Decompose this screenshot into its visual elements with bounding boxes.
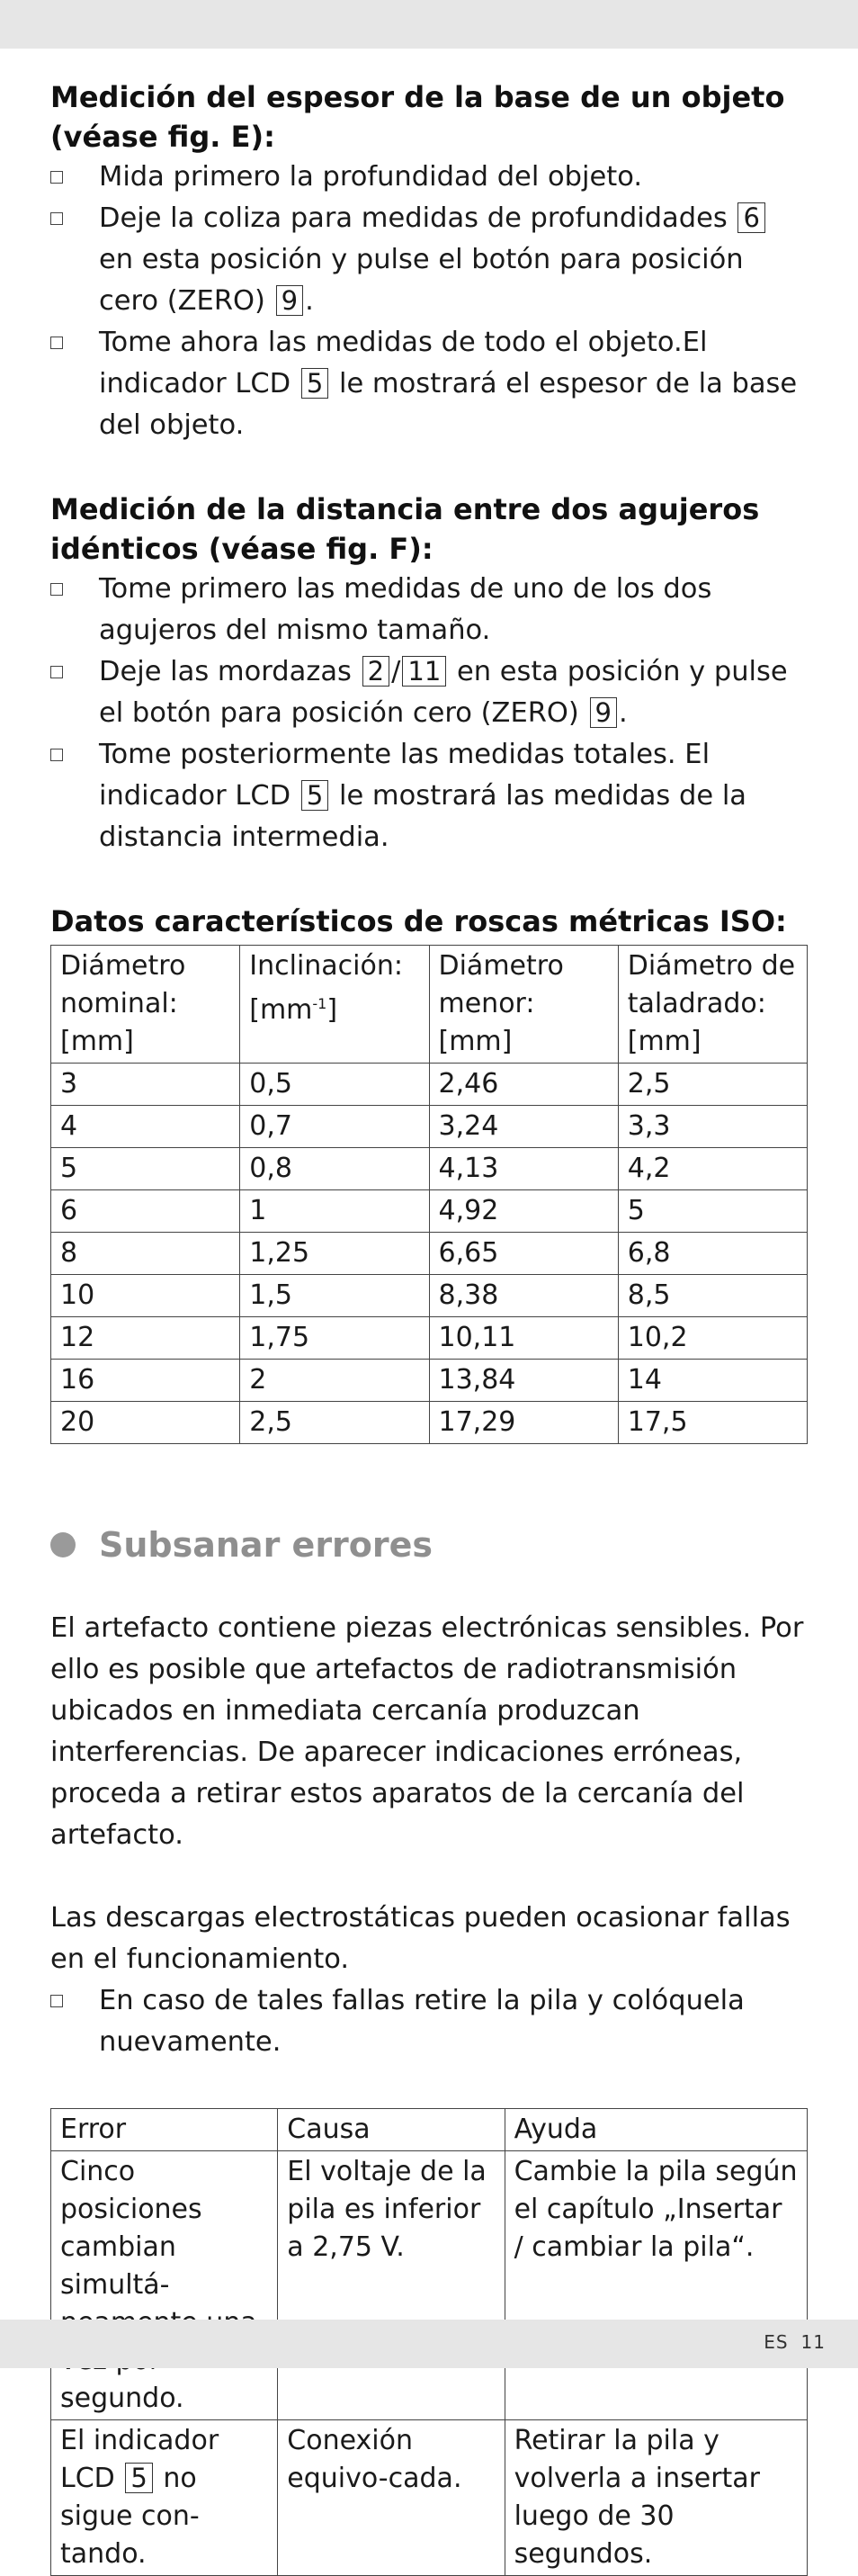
table-cell: 17,29 [429, 1402, 618, 1444]
table-cell: 3,24 [429, 1106, 618, 1148]
iso-thread-table [50, 945, 808, 1444]
paragraph: El artefacto contiene piezas electrónicas sensibles. Por ello es posible que artefactos de radiotransmisión ubicados en inmediata cercanía produzcan interferencias. De aparecer indicaciones erróneas, proceda a retirar estos aparatos de la cercanía del artefacto. [50, 1612, 804, 1851]
table-cell: 10,11 [429, 1317, 618, 1360]
table-cell: 20 [51, 1402, 240, 1444]
part-ref-badge: 5 [125, 2463, 152, 2493]
bullet-dot-icon [50, 1532, 76, 1557]
section-iso-threads [50, 902, 809, 1444]
table-cell: 4,13 [429, 1148, 618, 1190]
checkbox-bullet-icon [50, 171, 63, 184]
part-ref-badge: 2 [362, 656, 389, 687]
table-cell: 0,7 [240, 1106, 429, 1148]
language-code: ES [764, 2331, 789, 2353]
checkbox-bullet-icon [50, 583, 63, 596]
table-cell: 2 [240, 1360, 429, 1402]
table-cell: Conexión equivo-cada. [278, 2420, 505, 2576]
checkbox-bullet-icon [50, 1995, 63, 2007]
table-cell: 10 [51, 1275, 240, 1317]
table-row [51, 1190, 808, 1233]
table-cell: 1,75 [240, 1317, 429, 1360]
table-cell: 4,92 [429, 1190, 618, 1233]
table-header-cell: Ayuda [505, 2109, 807, 2151]
list-item: Tome posteriormente las medidas totales. El indicador LCD 5 le mostrará las medidas de la distancia intermedia. [50, 734, 809, 858]
checkbox-bullet-icon [50, 337, 63, 349]
page-footer [751, 2331, 826, 2353]
list-item: Tome primero las medidas de uno de los dos agujeros del mismo tamaño. [50, 569, 809, 651]
table-cell: 6 [51, 1190, 240, 1233]
table-row [51, 2420, 808, 2576]
table-cell: 2,5 [618, 1064, 807, 1106]
top-bar [0, 0, 858, 49]
table-header-row [51, 2109, 808, 2151]
section-title: Medición de la distancia entre dos agujeros idénticos (véase fig. F): [50, 492, 760, 566]
table-cell: 0,5 [240, 1064, 429, 1106]
section-title: Medición del espesor de la base de un objeto (véase fig. E): [50, 80, 785, 154]
table-header-cell: Inclinación: $[mm^{-1}]$ [240, 946, 429, 1064]
checkbox-bullet-icon [50, 749, 63, 761]
table-cell: 10,2 [618, 1317, 807, 1360]
table-header-cell: Causa [278, 2109, 505, 2151]
bullet-list [50, 1980, 809, 2063]
table-row [51, 2151, 808, 2420]
part-ref-badge: 5 [301, 368, 328, 399]
checkbox-bullet-icon [50, 666, 63, 678]
table-row [51, 1402, 808, 1444]
list-item: Deje las mordazas 2 / 11 en esta posición y pulse el botón para posición cero (ZERO) 9 . [50, 651, 809, 734]
table-cell: 2,46 [429, 1064, 618, 1106]
list-item: Mida primero la profundidad del objeto. [50, 157, 809, 198]
table-row [51, 1317, 808, 1360]
table-header-cell: Diámetro de taladrado: [mm] [618, 946, 807, 1064]
table-cell: 6,8 [618, 1233, 807, 1275]
bullet-list [50, 157, 809, 446]
table-cell: 5 [618, 1190, 807, 1233]
table-cell: 16 [51, 1360, 240, 1402]
table-cell: 12 [51, 1317, 240, 1360]
part-ref-badge: 5 [301, 780, 328, 811]
table-cell: 1 [240, 1190, 429, 1233]
table-row [51, 1275, 808, 1317]
table-row [51, 1106, 808, 1148]
section-heading: Subsanar errores [99, 1525, 433, 1565]
table-cell: El voltaje de la pila es inferior a 2,75 V. [278, 2151, 505, 2420]
page-number: 11 [800, 2331, 826, 2353]
table-header-cell: Diámetro nominal: [mm] [51, 946, 240, 1064]
list-item: Deje la coliza para medidas de profundidades 6 en esta posición y pulse el botón para posición cero (ZERO) 9 . [50, 198, 809, 322]
table-cell: 8 [51, 1233, 240, 1275]
table-row [51, 1233, 808, 1275]
table-cell: 3,3 [618, 1106, 807, 1148]
table-cell: 5 [51, 1148, 240, 1190]
table-cell: 3 [51, 1064, 240, 1106]
table-cell: 1,25 [240, 1233, 429, 1275]
section-title: Datos característicos de roscas métricas ISO: [50, 904, 787, 938]
table-row [51, 1148, 808, 1190]
table-cell: 6,65 [429, 1233, 618, 1275]
table-cell: 4 [51, 1106, 240, 1148]
table-cell: El indicador LCD 5 no sigue con-tando. [51, 2420, 278, 2576]
bottom-bar [0, 2320, 858, 2368]
part-ref-badge: 11 [402, 656, 446, 687]
paragraph: Las descargas electrostáticas pueden ocasionar fallas en el funcionamiento. [50, 1902, 791, 1975]
page-content [50, 77, 809, 2576]
table-cell: 17,5 [618, 1402, 807, 1444]
section-hole-distance [50, 489, 809, 858]
table-cell: 4,2 [618, 1148, 807, 1190]
bullet-list [50, 569, 809, 858]
table-header-row [51, 946, 808, 1064]
table-cell: Retirar la pila y volverla a insertar luego de 30 segundos. [505, 2420, 807, 2576]
part-ref-badge: 9 [590, 697, 617, 728]
table-row [51, 1360, 808, 1402]
table-cell: 14 [618, 1360, 807, 1402]
table-cell: Cambie la pila según el capítulo „Insertar / cambiar la pila“. [505, 2151, 807, 2420]
list-item: En caso de tales fallas retire la pila y colóquela nuevamente. [50, 1980, 809, 2063]
table-cell: 13,84 [429, 1360, 618, 1402]
table-cell: 0,8 [240, 1148, 429, 1190]
part-ref-badge: 9 [276, 285, 303, 316]
table-row [51, 1064, 808, 1106]
table-header-cell: Diámetro menor: [mm] [429, 946, 618, 1064]
table-cell: Cinco posiciones cambian simultá- segundo. [51, 2151, 278, 2420]
table-cell: 8,5 [618, 1275, 807, 1317]
checkbox-bullet-icon [50, 212, 63, 225]
section-base-thickness [50, 77, 809, 446]
table-cell: 1,5 [240, 1275, 429, 1317]
list-item: Tome ahora las medidas de todo el objeto.El indicador LCD 5 le mostrará el espesor de la base del objeto. [50, 322, 809, 446]
troubleshooting-heading [50, 1525, 809, 1565]
table-cell: 8,38 [429, 1275, 618, 1317]
table-cell: 2,5 [240, 1402, 429, 1444]
table-header-cell: Error [51, 2109, 278, 2151]
part-ref-badge: 6 [737, 202, 764, 233]
